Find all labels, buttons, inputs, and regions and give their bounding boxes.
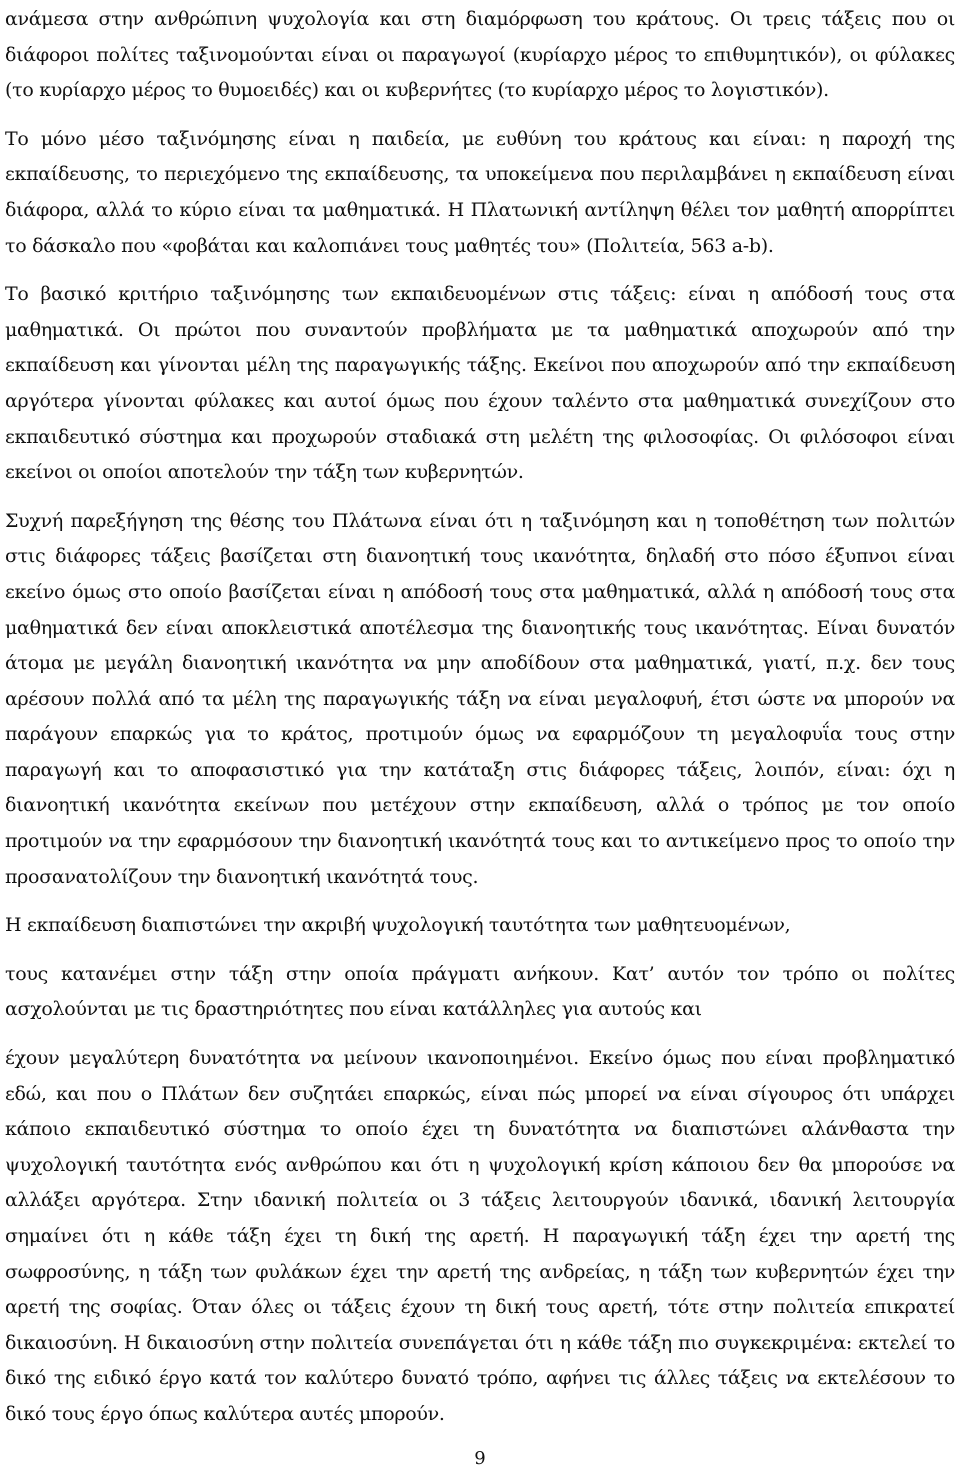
paragraph-misinterpretation: Συχνή παρεξήγηση της θέσης του Πλάτωνα είναι ότι η ταξινόμηση και η τοποθέτηση των πολιτών στις διάφορες τάξεις βασίζεται στη διανοητική τους ικανότητα, δηλαδή στο πόσο έξυπνοι είναι εκείνο όμως στο οποίο βασίζεται είναι η απόδοσή τους στα μαθηματικά, αλλά η απόδοσή τους στα μαθηματικά δεν είναι αποκλειστικά αποτέλεσμα της διανοητικής τους ικανότητας. Είναι δυνατόν άτομα με μεγάλη διανοητική ικανότητα να μην αποδίδουν στα μαθηματικά, γιατί, π.χ. δεν τους αρέσουν πολλά από τα μέλη της παραγωγικής τάξη να είναι μεγαλοφυή, έτσι ώστε να μπορούν να παράγουν επαρκώς για το κράτος, προτιμούν όμως να εφαρμόζουν τη μεγαλοφυΐα τους στην παραγωγή και το αποφασιστικό για την κατάταξη στις διάφορες τάξεις, λοιπόν, είναι: όχι η διανοητική ικανότητα εκείνων που μετέχουν στην εκπαίδευση, αλλά ο τρόπος με τον οποίο προτιμούν να την εφαρμόσουν την διανοητική ικανότητά τους και το αντικείμενο προς το οποίο την προσανατολίζουν την διανοητική ικανότητά τους.: [5, 509, 955, 888]
document-page: [5, 0, 955, 1433]
page-number: 9: [474, 1448, 486, 1469]
paragraph-education: Το μόνο μέσο ταξινόμησης είναι η παιδεία, με ευθύνη του κράτους και είναι: η παροχή της εκπαίδευσης, το περιεχόμενο της εκπαίδευσης, τα υποκείμενα που περιλαμβάνει η εκπαίδευση είναι διάφορα, αλλά το κύριο είναι τα μαθηματικά. Η Πλατωνική αντίληψη θέλει τον μαθητή απορρίπτει το δάσκαλο που «φοβάται και καλοπιάνει τους μαθητές του» (Πολιτεία, 563 a-b).: [5, 127, 955, 257]
paragraph-justice: έχουν μεγαλύτερη δυνατότητα να μείνουν ικανοποιημένοι. Εκείνο όμως που είναι προβληματικό εδώ, και που ο Πλάτων δεν συζητάει επαρκώς, είναι πώς μπορεί να είναι σίγουρος ότι υπάρχει κάποιο εκπαιδευτικό σύστημα το οποίο έχει τη δυνατότητα να διαπιστώνει αλάνθαστα την ψυχολογική ταυτότητα ενός ανθρώπου και ότι η ψυχολογική κρίση κάποιου δεν θα μπορούσε να αλλάξει αργότερα. Στην ιδανική πολιτεία οι 3 τάξεις λειτουργούν ιδανικά, ιδανική λειτουργία σημαίνει ότι η κάθε τάξη έχει τη δική της αρετή. Η παραγωγική τάξη έχει την αρετή της σωφροσύνης, η τάξη των φυλάκων έχει την αρετή της ανδρείας, η τάξη των κυβερνητών έχει την αρετή της σοφίας. Όταν όλες οι τάξεις έχουν τη δική τους αρετή, τότε στην πολιτεία επικρατεί δικαιοσύνη. Η δικαιοσύνη στην πολιτεία συνεπάγεται ότι η κάθε τάξη πιο συγκεκριμένα: εκτελεί το δικό της ειδικό έργο κατά τον καλύτερο δυνατό τρόπο, αφήνει τις άλλες τάξεις να εκτελέσουν το δικό τους έργο όπως καλύτερα αυτές μπορούν.: [5, 1047, 955, 1425]
paragraph-criterion: Το βασικό κριτήριο ταξινόμησης των εκπαιδευομένων στις τάξεις: είναι η απόδοσή τους στα μαθηματικά. Οι πρώτοι που συναντούν προβλήματα με τα μαθηματικά αποχωρούν από την εκπαίδευση και γίνονται μέλη της παραγωγικής τάξης. Εκείνοι που αποχωρούν από την εκπαίδευση αργότερα γίνονται φύλακες και αυτοί όμως που έχουν ταλέντο στα μαθηματικά συνεχίζουν στο εκπαιδευτικό σύστημα και προχωρούν σταδιακά στη μελέτη της φιλοσοφίας. Οι φιλόσοφοι είναι εκείνοι οι οποίοι αποτελούν την τάξη των κυβερνητών.: [5, 283, 955, 484]
paragraph-allocation: τους κατανέμει στην τάξη στην οποία πράγματι ανήκουν. Κατ’ αυτόν τον τρόπο οι πολίτες ασχολούνται με τις δραστηριότητες που είναι κατάλληλες για αυτούς και: [5, 962, 955, 1021]
paragraph-classes: ανάμεσα στην ανθρώπινη ψυχολογία και στη διαμόρφωση του κράτους. Οι τρεις τάξεις που οι διάφοροι πολίτες ταξινομούνται είναι οι παραγωγοί (κυρίαρχο μέρος το επιθυμητικόν), οι φύλακες (το κυρίαρχο μέρος το θυμοειδές) και οι κυβερνήτες (το κυρίαρχο μέρος το λογιστικόν).: [5, 8, 955, 102]
paragraph-identity: Η εκπαίδευση διαπιστώνει την ακριβή ψυχολογική ταυτότητα των μαθητευομένων,: [5, 914, 791, 937]
